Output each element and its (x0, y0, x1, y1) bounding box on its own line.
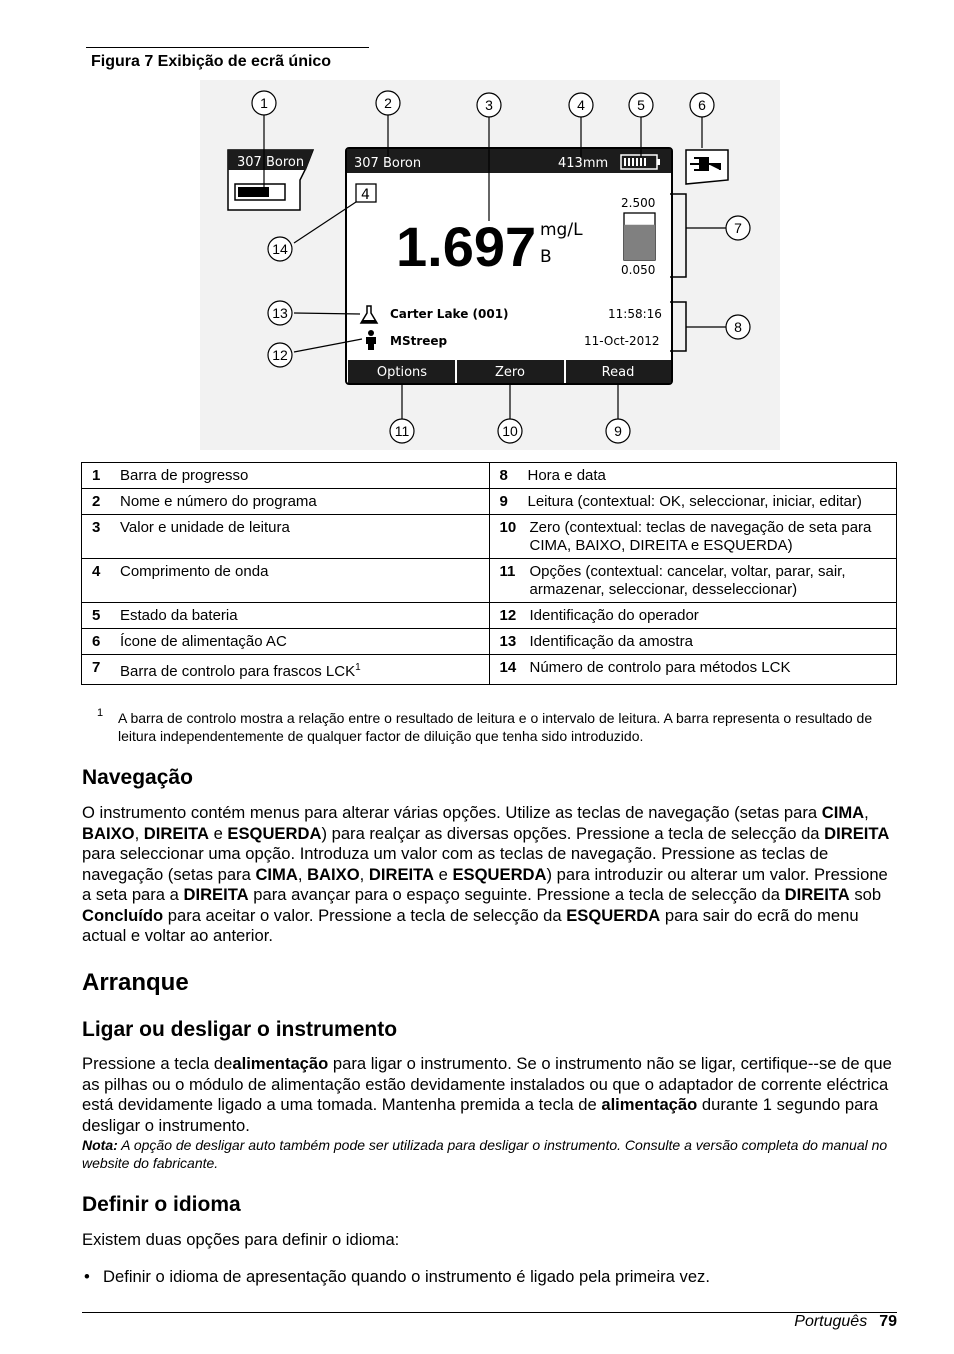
legend-cell (82, 559, 490, 603)
heading-arranque: Arranque (82, 969, 189, 996)
legend-number: 3 (92, 519, 101, 536)
legend-row (82, 515, 897, 559)
legend-text-content: Barra de controlo para frascos LCK (120, 663, 356, 680)
legend-text-content: Número de controlo para métodos LCK (529, 659, 791, 676)
legend-cell (82, 629, 490, 655)
legend-cell (489, 489, 897, 515)
text-run: sob (849, 885, 882, 904)
footer-language: Português (794, 1313, 868, 1330)
text-run: durante 1 segundo para desligar o instrumento. (82, 1095, 879, 1135)
legend-number: 5 (92, 607, 101, 624)
legend-text-content: Opções (contextual: cancelar, voltar, parar, sair, armazenar, seleccionar, desseleccionar) (529, 563, 846, 598)
legend-cell (82, 463, 490, 489)
legend-table (81, 462, 897, 685)
text-run: para ligar o instrumento. Se o instrumento não se ligar, certifique--se de que as pilhas ou o módulo de alimentação estão devidamente instalados ou que o adaptador de corrente eléctrica está devidamente ligado a uma tomada. Mantenha premida a tecla de (82, 1054, 892, 1114)
reading-value: 1.697 (396, 215, 537, 278)
legend-text-content: Barra de progresso (120, 467, 249, 484)
bold-term: alimentação (232, 1054, 329, 1073)
legend-text (120, 467, 248, 485)
figure-caption: Figura 7 Exibição de ecrã único (91, 53, 332, 70)
legend-row (82, 655, 897, 685)
legend-text-content: Hora e data (527, 467, 606, 484)
footnote-text: A barra de controlo mostra a relação entre o resultado de leitura e o intervalo de leitura. A barra representa o resultado de leitura independentemente de qualquer factor de diluição que tenha sido introduzido. (118, 710, 873, 744)
read-softkey-label: Read (601, 365, 635, 380)
legend-text (120, 563, 268, 581)
date: 11-Oct-2012 (584, 334, 660, 348)
text-run: Pressione a tecla de (82, 1054, 233, 1073)
power-paragraph (82, 1054, 897, 1136)
text-run: e (208, 823, 228, 843)
zero-softkey-label: Zero (495, 365, 525, 380)
note (82, 1136, 897, 1172)
text-run: , (864, 803, 869, 822)
bold-term: ESQUERDA (452, 864, 547, 884)
bold-term: BAIXO (82, 823, 135, 843)
page-footer (794, 1313, 897, 1331)
legend-number: 12 (499, 607, 517, 624)
legend-row (82, 629, 897, 655)
legend-number: 8 (499, 467, 508, 484)
legend-cell (489, 603, 897, 629)
navigation-paragraph (82, 803, 897, 947)
callout-11: 11 (394, 423, 410, 439)
legend-text (120, 519, 290, 537)
legend-text-content: Comprimento de onda (120, 563, 269, 580)
legend-text (530, 659, 791, 677)
text-run: O instrumento contém menus para alterar várias opções. Utilize as teclas de navegação (setas para (82, 803, 822, 822)
progress-bar-detail (228, 150, 313, 210)
callout-4: 4 (577, 97, 585, 113)
legend-row (82, 603, 897, 629)
legend-cell (489, 559, 897, 603)
legend-cell (489, 463, 897, 489)
bold-term: DIREITA (784, 885, 850, 904)
legend-row (82, 489, 897, 515)
text-run: ) para realçar as diversas opções. Pressione a tecla de selecção da (321, 823, 825, 843)
legend-text (120, 493, 317, 511)
legend-text (120, 607, 238, 625)
callout-1: 1 (260, 95, 268, 111)
callout-10: 10 (502, 423, 518, 439)
heading-definir-idioma: Definir o idioma (82, 1193, 241, 1216)
legend-cell (489, 515, 897, 559)
page-number: 79 (879, 1313, 897, 1330)
bold-term: DIREITA (143, 823, 209, 843)
legend-number: 6 (92, 633, 101, 650)
bold-term: DIREITA (183, 885, 249, 904)
legend-number: 2 (92, 493, 101, 510)
legend-text (120, 633, 287, 651)
callout-7: 7 (734, 220, 742, 236)
legend-number: 4 (92, 563, 101, 580)
footnote-reference: 1 (355, 662, 361, 673)
ac-power-icon (686, 150, 728, 184)
note-label: Nota: (82, 1137, 118, 1153)
bold-term: DIREITA (824, 823, 890, 843)
program-name-number: 307 Boron (354, 156, 422, 171)
range-min: 0.050 (621, 263, 656, 277)
text-run: e (434, 864, 453, 884)
heading-navegacao: Navegação (82, 766, 193, 789)
text-run: para sair do ecrã do menu actual e voltar ao anterior. (82, 905, 859, 945)
text-run: , (297, 864, 308, 884)
reading-parameter: B (540, 247, 552, 267)
text-run: ) para introduzir ou alterar um valor. Pressione a seta para a (82, 864, 888, 904)
callout-5: 5 (637, 97, 645, 113)
bold-term: alimentação (601, 1095, 698, 1114)
legend-row (82, 559, 897, 603)
legend-text-content: Nome e número do programa (120, 493, 317, 510)
bold-term: CIMA (255, 864, 298, 884)
language-paragraph: Existem duas opções para definir o idioma: (82, 1230, 400, 1249)
options-softkey-label: Options (376, 365, 428, 380)
callout-2: 2 (384, 95, 392, 111)
bold-term: DIREITA (368, 864, 435, 884)
bullet-item: Definir o idioma de apresentação quando o instrumento é ligado pela primeira vez. (103, 1267, 710, 1286)
legend-text (530, 563, 889, 599)
legend-text-content: Ícone de alimentação AC (120, 633, 287, 650)
sample-id: Carter Lake (001) (390, 307, 509, 321)
heading-ligar-desligar: Ligar ou desligar o instrumento (82, 1018, 398, 1041)
text-run: para avançar para o espaço seguinte. Pressione a tecla de selecção da (248, 885, 785, 904)
legend-number: 14 (499, 659, 517, 676)
bold-term: Concluído (82, 905, 164, 925)
text-run: para seleccionar uma opção. Introduza um valor com as teclas de navegação. Pressione as teclas de navegação (setas para (82, 844, 829, 884)
operator-id: MStreep (390, 334, 448, 348)
legend-cell (489, 629, 897, 655)
legend-text (530, 607, 699, 625)
legend-text (530, 633, 693, 651)
legend-number: 9 (499, 493, 508, 510)
legend-cell (489, 655, 897, 685)
legend-text (530, 519, 889, 555)
display-figure (200, 80, 780, 450)
footer-rule (82, 1312, 897, 1313)
lck-control-bar-fill (624, 225, 655, 260)
callout-12: 12 (272, 347, 288, 363)
legend-text-content: Valor e unidade de leitura (120, 519, 290, 536)
legend-cell (82, 515, 490, 559)
legend-number: 13 (499, 633, 517, 650)
time: 11:58:16 (608, 307, 662, 321)
figure-top-rule (86, 47, 369, 48)
bold-term: ESQUERDA (566, 905, 661, 925)
note-text: A opção de desligar auto também pode ser utilizada para desligar o instrumento. Consulte a versão completa do manual no website do fabricante. (82, 1137, 888, 1171)
bold-term: ESQUERDA (227, 823, 322, 843)
legend-text (120, 659, 361, 681)
bullet-marker: • (84, 1267, 90, 1286)
range-max: 2.500 (621, 196, 656, 210)
callout-8: 8 (734, 319, 742, 335)
callout-13: 13 (272, 305, 288, 321)
legend-text-content: Identificação do operador (529, 607, 699, 624)
legend-cell (82, 655, 490, 685)
reading-unit: mg/L (540, 220, 583, 240)
callout-9: 9 (614, 423, 622, 439)
legend-cell (82, 603, 490, 629)
legend-text (528, 467, 606, 485)
bold-term: BAIXO (307, 864, 360, 884)
legend-number: 11 (499, 563, 516, 580)
bold-term: CIMA (821, 803, 865, 822)
legend-text-content: Zero (contextual: teclas de navegação de seta para CIMA, BAIXO, DIREITA e ESQUERDA) (529, 519, 872, 554)
legend-text-content: Identificação da amostra (529, 633, 693, 650)
legend-row (82, 463, 897, 489)
text-run: para aceitar o valor. Pressione a tecla de selecção da (163, 905, 567, 925)
callout-14: 14 (272, 241, 288, 257)
wavelength: 413mm (558, 156, 609, 171)
callout-3: 3 (485, 97, 493, 113)
side-program-label: 307 Boron (237, 155, 305, 170)
legend-text (528, 493, 862, 511)
text-run: , (134, 823, 144, 843)
text-run: , (359, 864, 369, 884)
callout-6: 6 (698, 97, 706, 113)
legend-number: 10 (499, 519, 517, 536)
lck-number: 4 (361, 187, 370, 203)
footnote-mark: 1 (97, 707, 104, 719)
legend-number: 1 (92, 467, 101, 484)
legend-text-content: Leitura (contextual: OK, seleccionar, iniciar, editar) (527, 493, 862, 510)
legend-text-content: Estado da bateria (120, 607, 238, 624)
legend-number: 7 (92, 659, 101, 676)
legend-cell (82, 489, 490, 515)
